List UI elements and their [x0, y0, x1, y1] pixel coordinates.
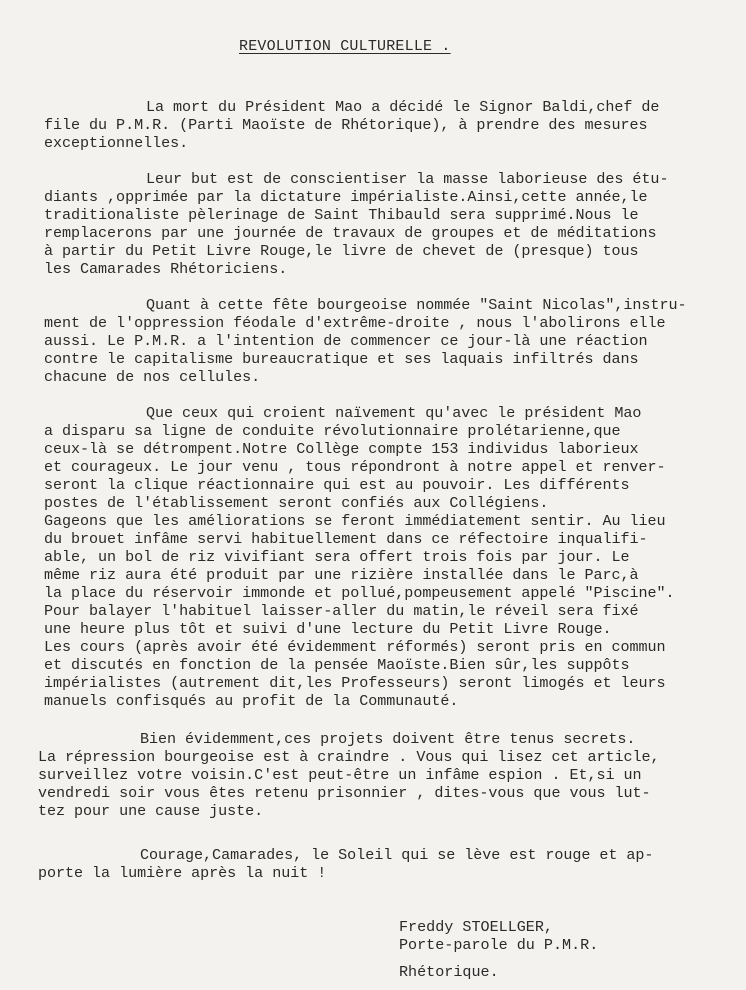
text-line: Pour balayer l'habituel laisser-aller du matin,le réveil sera fixé	[44, 602, 639, 620]
text-line: manuels confisqués au profit de la Communauté.	[44, 692, 459, 710]
text-line: file du P.M.R. (Parti Maoïste de Rhétorique), à prendre des mesures	[44, 116, 648, 134]
text-line: et courageux. Le jour venu , tous répondront à notre appel et renver-	[44, 458, 666, 476]
text-line: la place du réservoir immonde et pollué,pompeusement appelé "Piscine".	[44, 584, 675, 602]
text-line: ment de l'oppression féodale d'extrême-droite , nous l'abolirons elle	[44, 314, 666, 332]
text-line: Courage,Camarades, le Soleil qui se lève est rouge et ap-	[140, 846, 654, 864]
text-line: tez pour une cause juste.	[38, 802, 264, 820]
text-line: à partir du Petit Livre Rouge,le livre de chevet de (presque) tous	[44, 242, 639, 260]
text-line: Bien évidemment,ces projets doivent être tenus secrets.	[140, 730, 636, 748]
text-line: surveillez votre voisin.C'est peut-être un infâme espion . Et,si un	[38, 766, 642, 784]
text-line: même riz aura été produit par une rizière installée dans le Parc,à	[44, 566, 639, 584]
text-line: et discutés en fonction de la pensée Maoïste.Bien sûr,les suppôts	[44, 656, 630, 674]
signature-class: Rhétorique.	[399, 963, 499, 981]
text-line: contre le capitalisme bureaucratique et ses laquais infiltrés dans	[44, 350, 639, 368]
signature-role: Porte-parole du P.M.R.	[399, 936, 599, 954]
text-line: ceux-là se détrompent.Notre Collège compte 153 individus laborieux	[44, 440, 639, 458]
text-line: les Camarades Rhétoriciens.	[44, 260, 288, 278]
text-line: postes de l'établissement seront confiés aux Collégiens.	[44, 494, 549, 512]
text-line: Quant à cette fête bourgeoise nommée "Saint Nicolas",instru-	[146, 296, 687, 314]
text-line: vendredi soir vous êtes retenu prisonnier , dites-vous que vous lut-	[38, 784, 651, 802]
text-line: exceptionnelles.	[44, 134, 189, 152]
text-line: Leur but est de conscientiser la masse laborieuse des étu-	[146, 170, 669, 188]
text-line: Que ceux qui croient naïvement qu'avec le président Mao	[146, 404, 642, 422]
text-line: able, un bol de riz vivifiant sera offert trois fois par jour. Le	[44, 548, 630, 566]
text-line: diants ,opprimée par la dictature impérialiste.Ainsi,cette année,le	[44, 188, 648, 206]
text-line: remplacerons par une journée de travaux de groupes et de méditations	[44, 224, 657, 242]
text-line: du brouet infâme servi habituellement dans ce réfectoire inqualifi-	[44, 530, 648, 548]
text-line: porte la lumière après la nuit !	[38, 864, 327, 882]
document-title: REVOLUTION CULTURELLE .	[239, 38, 451, 55]
text-line: seront la clique réactionnaire qui est au pouvoir. Les différents	[44, 476, 630, 494]
text-line: a disparu sa ligne de conduite révolutionnaire prolétarienne,que	[44, 422, 621, 440]
text-line: chacune de nos cellules.	[44, 368, 261, 386]
text-line: aussi. Le P.M.R. a l'intention de commencer ce jour-là une réaction	[44, 332, 648, 350]
signature-name: Freddy STOELLGER,	[399, 918, 553, 936]
text-line: La mort du Président Mao a décidé le Signor Baldi,chef de	[146, 98, 660, 116]
text-line: une heure plus tôt et suivi d'une lecture du Petit Livre Rouge.	[44, 620, 612, 638]
text-line: Les cours (après avoir été évidemment réformés) seront pris en commun	[44, 638, 666, 656]
text-line: La répression bourgeoise est à craindre . Vous qui lisez cet article,	[38, 748, 660, 766]
text-line: Gageons que les améliorations se feront immédiatement sentir. Au lieu	[44, 512, 666, 530]
text-line: impérialistes (autrement dit,les Professeurs) seront limogés et leurs	[44, 674, 666, 692]
text-line: traditionaliste pèlerinage de Saint Thibauld sera supprimé.Nous le	[44, 206, 639, 224]
